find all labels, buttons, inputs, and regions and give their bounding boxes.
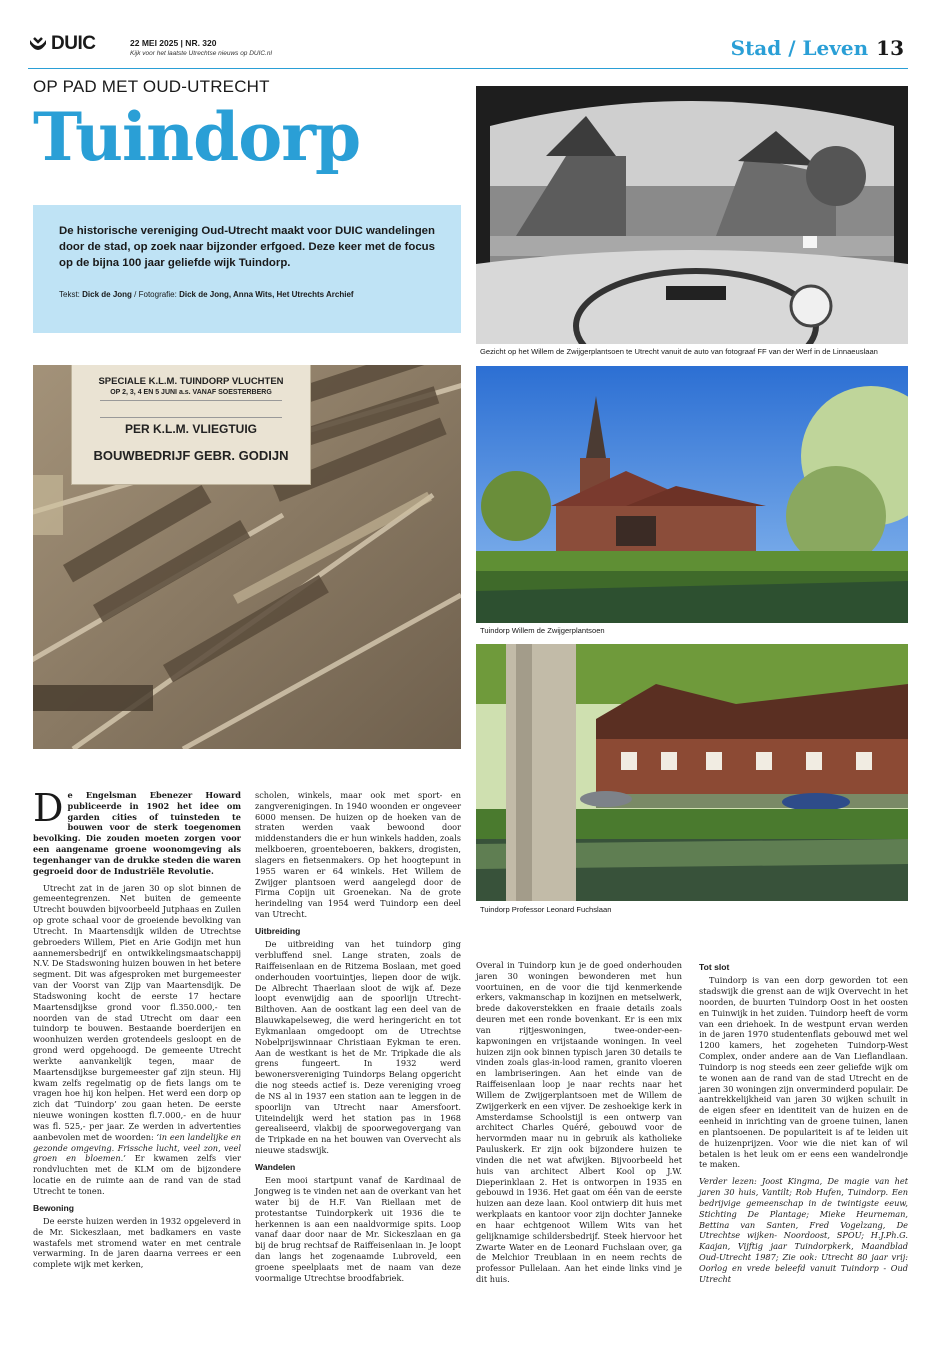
duic-logo-icon [28, 34, 48, 54]
intro-text: De historische vereniging Oud-Utrecht maakt voor DUIC wandelingen door de stad, op zoek naar bijzonder erfgoed. Deze keer met de focus op de bijna 100 jaar geliefde wijk Tuindorp. [59, 225, 435, 270]
paragraph-1-end: Er kwamen zelfs vier rondvluchten met de KLM om de bijzondere locatie en de ruimte aan de rand van de stad Utrecht te tonen. [33, 1153, 241, 1196]
heading-uitbreiding: Uitbreiding [255, 925, 301, 936]
tagline: Kijk voor het laatste Utrechtse nieuws op DUIC.nl [130, 50, 272, 57]
dropcap: D [33, 786, 64, 830]
heading-bewoning: Bewoning [33, 1202, 75, 1213]
poster-line-1: SPECIALE K.L.M. TUINDORP VLUCHTEN [98, 376, 284, 387]
poster-line-4: BOUWBEDRIJF GEBR. GODIJN [93, 448, 289, 463]
intro-box [33, 205, 461, 333]
lead-text: e Engelsman Ebenezer Howard publiceerde in 1902 het idee om garden cities of tuinsteden te bouwen voor de sterk toegenomen bevolking. Die zouden moeten zorgen voor een aangename groene woonomgeving als tegenhanger van de drukke steden die waren gegroeid door de Industriële Revolutie. [33, 790, 241, 876]
paragraph-4: De uitbreiding van het tuindorp ging verbluffend snel. Lange straten, zoals de Raiffeisenlaan en de Ritzema Boslaan, met goed onderhouden voortuintjes, liepen door de wijk. De Albrecht Thaerlaan sloot de wijk af. Deze loopt evenwijdig aan de spoorlijn Utrecht-Bilthoven. Aan de oostkant lag een deel van de Blauwkapelseweg, die werd heringericht en tot Eykmanlaan omgedoopt om de Utrechtse Nobelprijswinnaar Christiaan Eykman te eren. Aan de westkant is het de Mr. Tripkade die als grens fungeert. In 1932 werd bewonersvereniging Tuindorps Belang opgericht die nog steeds actief is. Deze vereniging vroeg de NS al in 1937 een station aan te leggen in de spoorlijn van Utrecht naar Amersfoort. Uiteindelijk werd het station pas in 1968 gerealiseerd, vlakbij de spoorwegovergang van de Tripkade en na het bouwen van Overvecht als nieuwe stadswijk. [255, 939, 461, 1156]
paragraph-6: Overal in Tuindorp kun je de goed onderhouden jaren 30 woningen bewonderen met hun voortuinen, en de voor die tijd kenmerkende erkers, vakmanschap in kozijnen en metselwerk, brede dakoverstekken en fraaie details zoals deuren met een ronde bovenkant. Er is een mix van rijtjeswoningen, twee-onder-een-kapwoningen en vrijstaande woningen. In veel huizen zijn ook binnen typisch jaren 30 details te vinden zoals glas-in-lood ramen, granito vloeren en lambriseringen. Aan het einde van de Raiffeisenlaan loop je naar rechts naar het Willem de Zwijgerplantsoen met de Willem de Zwijgerkerk en een vijver. De zeshoekige kerk in Amsterdamse Schoolstijl is een ontwerp van architect Charles Quéré, gebouwd voor de hervormden maar nu in gebruik als katholieke Pauluskerk. Er zijn ook bijzondere huizen te vinden die net wat afwijken. Bijvoorbeeld het huis van architect Albert Kool op J.W. Dieperinklaan 2. Het is ontworpen in 1935 en gebouwd in 1936. Het gaat om één van de eerste huizen aan deze laan. Kool ontwierp dit huis met werkplaats en kantoor voor zijn dochter Janneke en haar echtgenoot Willem Wits van het gelijknamige schildersbedrijf. Steek hiervoor het Zwarte Water en de Leonard Fuchslaan over, ga de Melchior Treublaan in en neem rechts de professor Pullelaan. Aan het einde links vind je dit huis. [476, 960, 682, 1285]
lead-paragraph [33, 786, 241, 877]
aerial-photo [33, 365, 461, 749]
credits-photo: Dick de Jong, Anna Wits, Het Utrechts Archief [179, 289, 354, 299]
heading-wandelen: Wandelen [255, 1161, 296, 1172]
poster-line-3: PER K.L.M. VLIEGTUIG [124, 422, 257, 436]
section-title [731, 36, 904, 60]
paragraph-5: Een mooi startpunt vanaf de Kardinaal de Jongweg is te vinden net aan de overkant van het water bij de H.F. Van Riellaan met de protestantse Tuindorpkerk uit 1936 die te herkennen is aan een naaldvormige spits. Loop vanaf daar door naar de Mr. Sickeszlaan en ga bij de brug rechtsaf de Raiffeisenlaan in. Je loopt dan langs het zogenaamde Lubroveld, een groene speelplaats met de naam van deze voormalige Utrechtse broodfabriek. [255, 1175, 461, 1283]
masthead-rule [28, 68, 908, 69]
duic-logo[interactable] [28, 33, 95, 55]
houses-photo-caption: Tuindorp Professor Leonard Fuchslaan [480, 905, 612, 914]
church-photo [476, 366, 908, 623]
paragraph-1 [33, 883, 241, 1197]
paragraph-3: scholen, winkels, maar ook met sport- en zangverenigingen. In 1940 woonden er ongeveer 6000 mensen. De huizen op de hoeken van de straten werden vaak bewoond door middenstanders die er hun winkels hadden, zoals melkboeren, groenteboeren, bakkers, drogisten, slagers en fietsenmakers. Op het hoogtepunt in 1955 waren er 64 winkels. Het Willem de Zwijger plantsoen werd aangelegd door de Firma Copijn uit Groenekan. Na de grote herindeling van 1954 werd Tuindorp een deel van Utrecht. [255, 790, 461, 920]
credits-photo-label: Fotografie: [138, 289, 177, 299]
column-2 [255, 790, 461, 1289]
kicker: OP PAD MET OUD-UTRECHT [33, 77, 270, 96]
credits-text: Dick de Jong [82, 289, 132, 299]
column-3 [476, 960, 682, 1291]
masthead [28, 30, 908, 66]
article-title: Tuindorp [33, 98, 361, 176]
paragraph-7: Tuindorp is van een dorp geworden tot een stadswijk die grenst aan de wijk Overvecht in het noorden, de buurten Tuindorp Oost in het oosten en Tuinwijk in het zuiden. Tuindorp heeft de vorm van een driehoek. In de westpunt ervan werden in de jaren 1970 studentenflats gebouwd met wel 1200 kamers, het zogeheten Tuindorp-West Complex, onder andere aan de Van Lieflandlaan. Tuindorp is nog steeds een zeer geliefde wijk om te wonen aan de rand van de stad Utrecht en de jaren 30 woningen zijn onverminderd populair. De aantrekkelijkheid van jaren 30 wijken schuilt in de eigen sfeer en identiteit van de huizen en de eenheid in inrichting van de groene tuinen, lanen en plantsoenen. De populariteit is af te leiden uit de huizenprijzen. Voor wie die niet kan of wil betalen is het leuk om er eens een wandelrondje te maken. [699, 975, 909, 1170]
car-photo [476, 86, 908, 344]
credits: Tekst: Dick de Jong / Fotografie: Dick de Jong, Anna Wits, Het Utrechts Archief [59, 289, 354, 299]
poster-line-2: OP 2, 3, 4 EN 5 JUNI a.s. VANAF SOESTERBERG [110, 389, 272, 396]
paragraph-1-quote: ‘in een landelijke en gezonde omgeving. Frissche lucht, veel zon, veel groen en bloemen.’ [33, 1131, 241, 1164]
houses-photo-illustration [476, 644, 908, 901]
car-photo-illustration [476, 86, 908, 344]
paragraph-2: De eerste huizen werden in 1932 opgeleverd in de Mr. Sickeszlaan, met badkamers en vaste wastafels met stromend water en met centrale verwarming. In de jaren daarna verrees er een complete wijk met kerken, [33, 1215, 241, 1270]
paragraph-1-text: Utrecht zat in de jaren 30 op slot binnen de gemeentegrenzen. Net buiten de gemeente Utrecht bouwden bijvoorbeeld Jutphaas en Zuilen op grote schaal voor de groeiende bevolking van Utrecht. In Maartensdijk wilden de Utrechtse gebroeders Willem, Piet en Arie Godijn met hun aannemersbedrijf en ontwikkelingsmaatschappij N.V. De Stadswoning huizen bouwen in het betere segment. Dit was afgesproken met burgemeester van der Voorst van Zijp van Maartensdijk. De Stadswoning kocht de eerste 17 hectare Maartensdijkse grond voor fl.350.000,- ten noorden van de stad Utrecht om daar een tuindorp te bouwen. Bestaande boerderijen en woonhuizen werden grotendeels gesloopt en de grond werd opgehoogd. De gemeente Utrecht werkte aanvankelijk tegen, maar de Maartensdijkse burgemeester gaf zijn steun. Hij kwam zelfs regelmatig op de fiets langs om te vragen hoe hij kon helpen. Het werd een dorp op zich dat ‘Tuindorp’ zou gaan heten. De eerste nieuwe woningen kostten fl.7.000,- en de huur was fl. 525,- per jaar. Ze werden in advertenties aanbevolen met de woorden: [33, 882, 241, 1142]
klm-poster [71, 365, 311, 485]
church-photo-illustration [476, 366, 908, 623]
section-label: Stad / Leven [730, 36, 869, 60]
column-4 [699, 960, 908, 1291]
issue-date: 22 MEI 2025 | NR. 320 [130, 38, 217, 48]
column-1 [33, 786, 241, 1276]
car-photo-caption: Gezicht op het Willem de Zwijgerplantsoen te Utrecht vanuit de auto van fotograaf FF van der Werf in de Linnaeuslaan [480, 347, 878, 356]
logo-text: DUIC [51, 33, 96, 54]
church-photo-caption: Tuindorp Willem de Zwijgerplantsoen [480, 626, 605, 635]
houses-photo [476, 644, 908, 901]
further-reading: Verder lezen: Joost Kingma, De magie van het jaren 30 huis, Vantilt; Rob Hufen, Tuindorp. Een bedrijvige gemeenschap in de twintigste eeuw, Stichting De Plantage; Mieke Heurneman, Bettina van Santen, Fred Vogelzang, De Utrechtse wijken- Noordoost, SPOU; H.J.Ph.G. Kaajan, Vijftig jaar Tuindorpkerk, Maandblad Oud-Utrecht 1987; Zie ook: Utrecht 80 jaar vrij: Oorlog en vrede beleefd vanuit Tuindorp - Oud Utrecht [699, 1176, 908, 1284]
poster-small-print [100, 400, 282, 418]
heading-tot-slot: Tot slot [699, 962, 730, 972]
page-number: 13 [876, 36, 904, 60]
credits-text-label: Tekst: [59, 289, 80, 299]
